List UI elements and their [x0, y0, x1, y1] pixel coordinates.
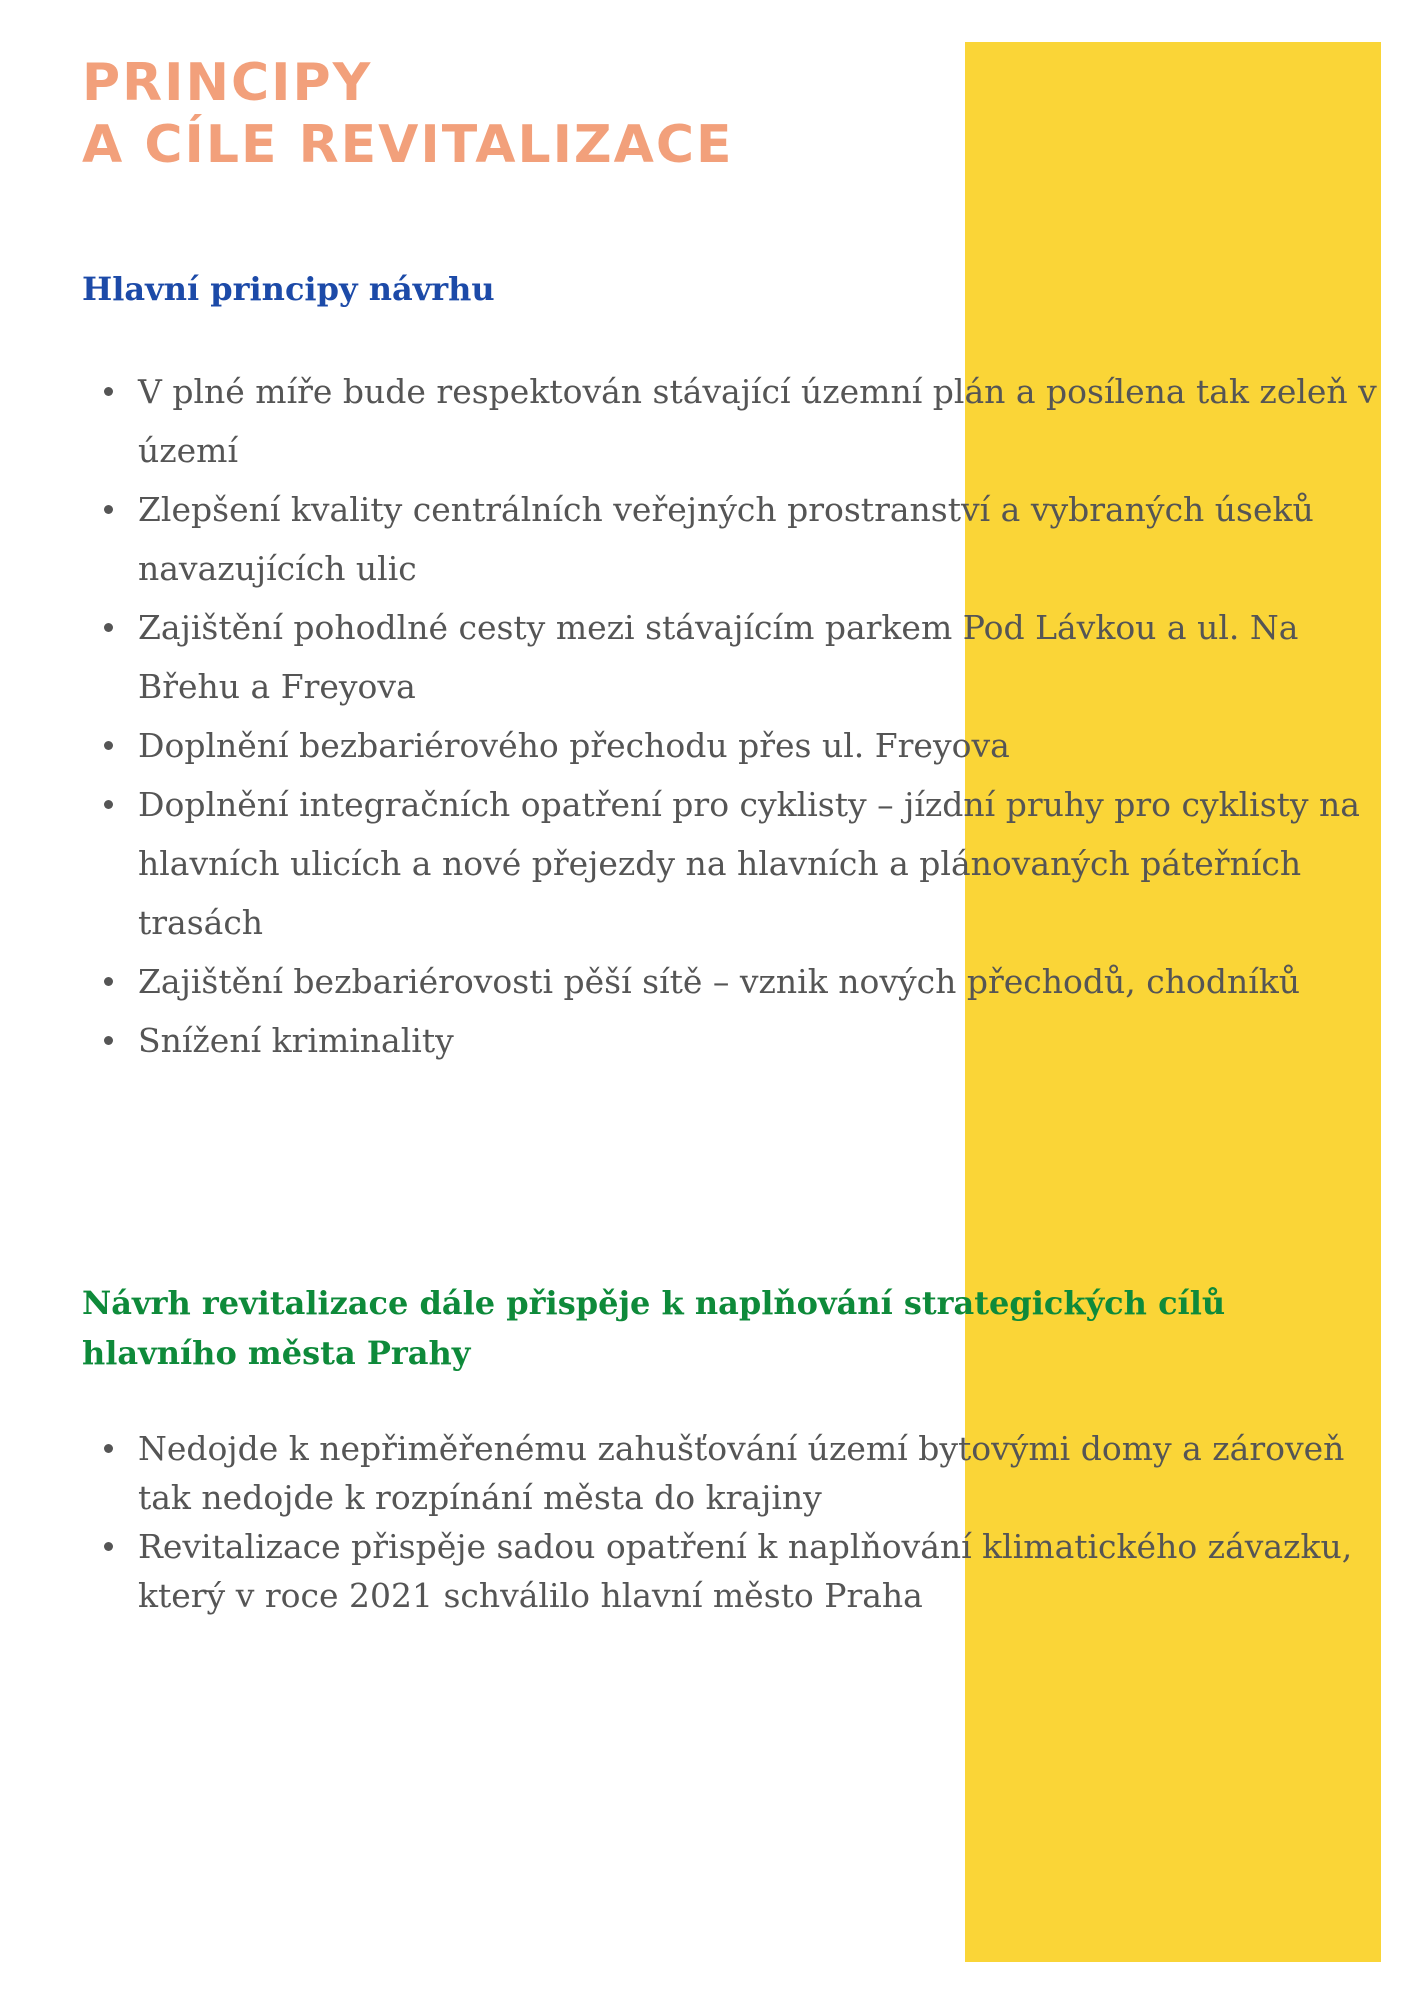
strategic-goals-list: [82, 1424, 1368, 1620]
section-heading-strategic-goals: Návrh revitalizace dále přispěje k naplňování strategických cílů hlavního města Prahy: [82, 1284, 1226, 1372]
list-item: Zajištění pohodlné cesty mezi stávajícím parkem Pod Lávkou a ul. Na Břehu a Freyova: [138, 598, 1388, 716]
principles-list: [82, 362, 1388, 1070]
list-item: Snížení kriminality: [138, 1011, 1388, 1070]
list-item: Nedojde k nepřiměřenému zahušťování území bytovými domy a zároveň tak nedojde k rozpínání města do krajiny: [138, 1424, 1368, 1522]
section-heading-principles: Hlavní principy návrhu: [82, 270, 495, 308]
list-item: Doplnění integračních opatření pro cyklisty – jízdní pruhy pro cyklisty na hlavních ulicích a nové přejezdy na hlavních a plánovaných páteřních trasách: [138, 775, 1388, 952]
list-item: Doplnění bezbariérového přechodu přes ul. Freyova: [138, 716, 1388, 775]
list-item: Revitalizace přispěje sadou opatření k naplňování klimatického závazku, který v roce 2021 schválilo hlavní město Praha: [138, 1522, 1368, 1620]
list-item: Zlepšení kvality centrálních veřejných prostranství a vybraných úseků navazujících ulic: [138, 480, 1388, 598]
list-item: V plné míře bude respektován stávající územní plán a posílena tak zeleň v území: [138, 362, 1388, 480]
list-item: Zajištění bezbariérovosti pěší sítě – vznik nových přechodů, chodníků: [138, 952, 1388, 1011]
page-title-line-2: A CÍLE REVITALIZACE: [82, 115, 734, 175]
page-title: [82, 52, 734, 176]
page-title-line-1: PRINCIPY: [82, 53, 373, 113]
